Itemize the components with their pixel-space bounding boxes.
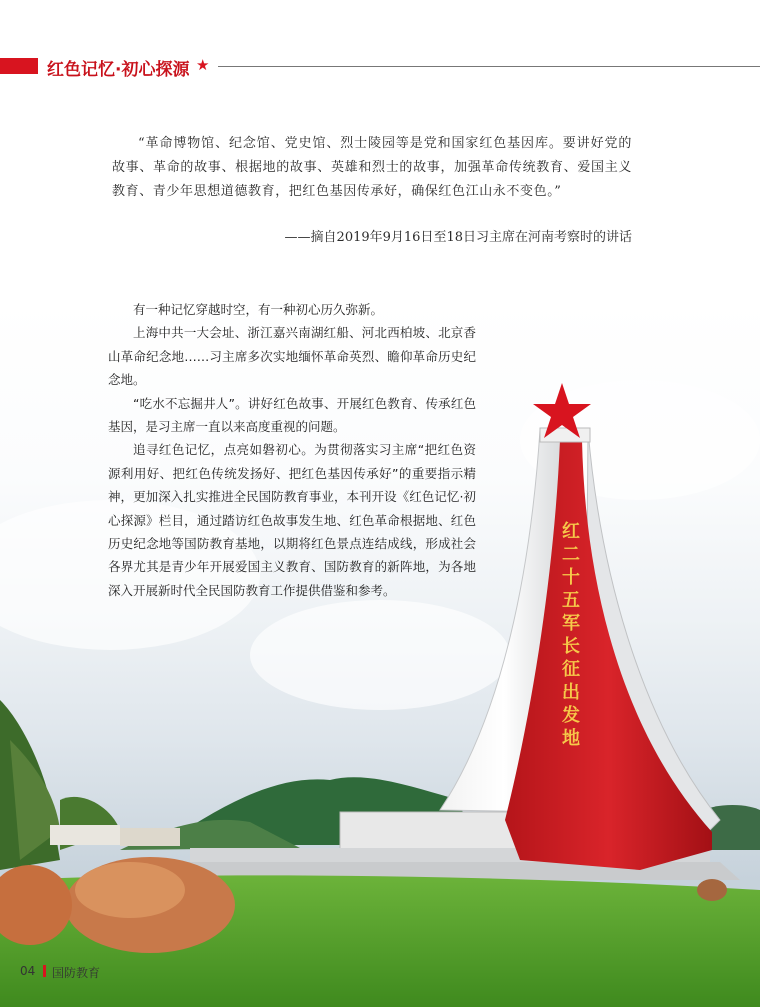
footer-divider bbox=[43, 965, 46, 977]
quote-source: ——摘自2019年9月16日至18日习主席在河南考察时的讲话 bbox=[284, 230, 632, 245]
section-title: 红色记忆·初心探源 bbox=[47, 60, 190, 80]
paragraph: 追寻红色记忆，点亮如磐初心。为贯彻落实习主席“把红色资源利用好、把红色传统发扬好、把红色基因传承好”的重要指示精神，更加深入扎实推进全民国防教育事业，本刊开设《红色记忆·初心探源》栏目，通过踏访红色故事发生地、红色革命根据地、红色历史纪念地等国防教育基地，以期将红色景点连结成线，形成社会各界尤其是青少年开展爱国主义教育、国防教育的新阵地，为各地深入开展新时代全民国防教育工作提供借鉴和参考。 bbox=[108, 442, 476, 598]
magazine-name: 国防教育 bbox=[52, 966, 101, 980]
star-icon: ★ bbox=[196, 56, 210, 74]
paragraph: “吃水不忘掘井人”。讲好红色故事、开展红色教育、传承红色基因，是习主席一直以来高度重视的问题。 bbox=[108, 395, 476, 435]
article-body bbox=[108, 298, 476, 602]
monument-inscription: 红二十五军长征出发地 bbox=[562, 521, 580, 749]
building bbox=[50, 825, 120, 845]
paragraph: 上海中共一大会址、浙江嘉兴南湖红船、河北西柏坡、北京香山革命纪念地……习主席多次实地缅怀革命英烈、瞻仰革命历史纪念地。 bbox=[108, 325, 476, 388]
rock bbox=[697, 879, 727, 901]
rock bbox=[75, 862, 185, 918]
paragraph: 有一种记忆穿越时空，有一种初心历久弥新。 bbox=[133, 302, 384, 317]
page-number: 04 bbox=[20, 964, 36, 978]
quote-text: “革命博物馆、纪念馆、党史馆、烈士陵园等是党和国家红色基因库。要讲好党的故事、革命的故事、根据地的故事、英雄和烈士的故事，加强革命传统教育、爱国主义教育、青少年思想道德教育，把红色基因传承好，确保红色江山永不变色。” bbox=[112, 136, 632, 199]
building bbox=[120, 828, 180, 846]
